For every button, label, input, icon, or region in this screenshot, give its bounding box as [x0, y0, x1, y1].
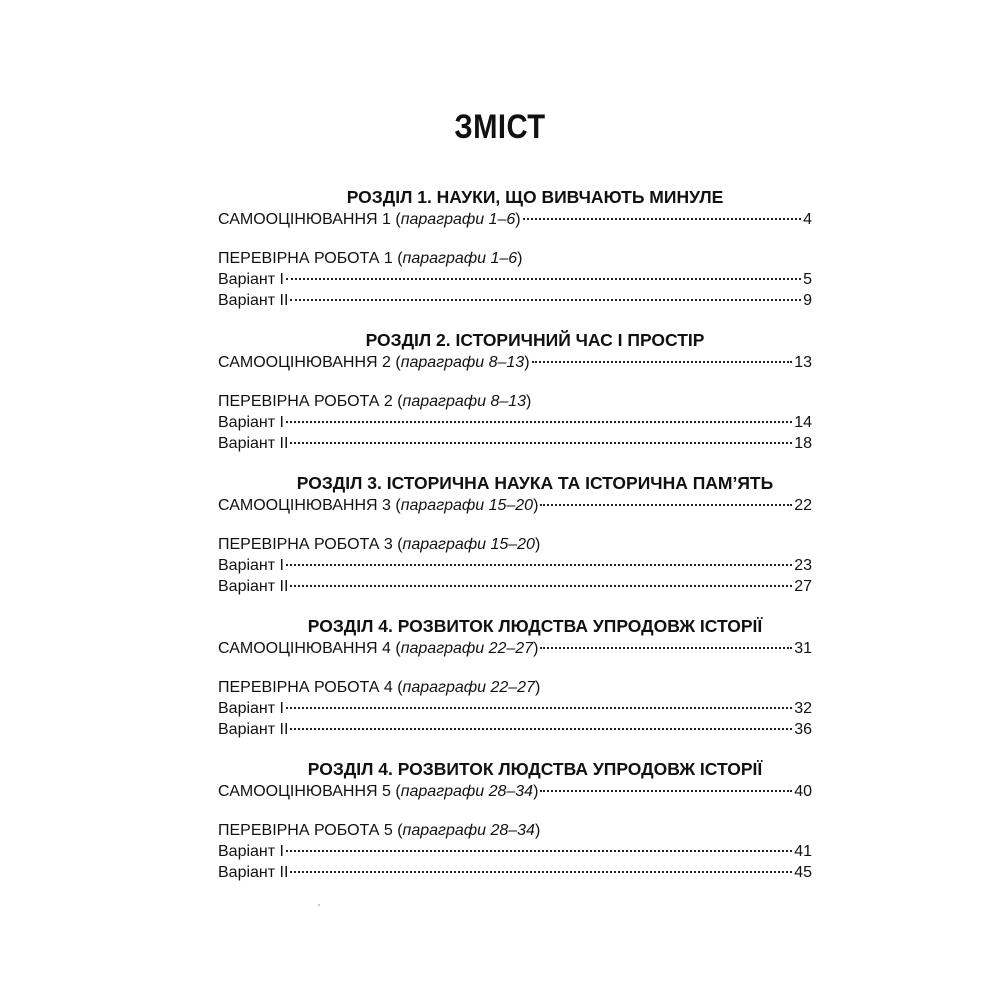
dot-leader: [286, 278, 801, 280]
dot-leader: [532, 361, 793, 363]
test-heading: ПЕРЕВІРНА РОБОТА 1 (параграфи 1–6): [218, 250, 523, 267]
toc-entry-self-assessment[interactable]: [218, 781, 812, 802]
toc-section: [218, 186, 812, 311]
dot-leader: [540, 790, 792, 792]
toc-entry-variant[interactable]: [218, 290, 812, 311]
toc-entry-variant[interactable]: [218, 698, 812, 719]
dot-leader: [286, 850, 792, 852]
page-number: 22: [794, 497, 812, 514]
entry-label: Варіант ІІ: [218, 721, 289, 738]
dot-leader: [290, 585, 792, 587]
toc-entry-variant[interactable]: [218, 555, 812, 576]
dot-leader: [290, 299, 801, 301]
page-number: 18: [794, 435, 812, 452]
entry-label: САМООЦІНЮВАННЯ 2 (параграфи 8–13): [218, 354, 530, 371]
page-number: 36: [794, 721, 812, 738]
toc-entry-self-assessment[interactable]: [218, 209, 812, 230]
entry-label: Варіант ІІ: [218, 864, 289, 881]
toc-section: [218, 329, 812, 454]
entry-label: САМООЦІНЮВАННЯ 3 (параграфи 15–20): [218, 497, 539, 514]
dot-leader: [540, 504, 792, 506]
toc-section: [218, 472, 812, 597]
test-heading: ПЕРЕВІРНА РОБОТА 2 (параграфи 8–13): [218, 393, 532, 410]
page-number: 14: [794, 414, 812, 431]
page-number: 23: [794, 557, 812, 574]
entry-label: САМООЦІНЮВАННЯ 1 (параграфи 1–6): [218, 211, 521, 228]
toc-entry-variant[interactable]: [218, 412, 812, 433]
test-heading: ПЕРЕВІРНА РОБОТА 5 (параграфи 28–34): [218, 822, 541, 839]
toc-entry-variant[interactable]: [218, 862, 812, 883]
page-number: 40: [794, 783, 812, 800]
dot-leader: [286, 564, 792, 566]
toc-entry-variant[interactable]: [218, 719, 812, 740]
page-number: 27: [794, 578, 812, 595]
page-number: 41: [794, 843, 812, 860]
toc-entry-variant[interactable]: [218, 269, 812, 290]
section-heading: РОЗДІЛ 4. РОЗВИТОК ЛЮДСТВА УПРОДОВЖ ІСТОРІЇ: [307, 616, 763, 636]
page-number: 13: [794, 354, 812, 371]
entry-label: Варіант І: [218, 700, 284, 717]
test-heading: ПЕРЕВІРНА РОБОТА 4 (параграфи 22–27): [218, 679, 541, 696]
dot-leader: [540, 647, 792, 649]
toc-entry-variant[interactable]: [218, 576, 812, 597]
page-number: 5: [803, 271, 812, 288]
page-number: 4: [803, 211, 812, 228]
entry-label: САМООЦІНЮВАННЯ 5 (параграфи 28–34): [218, 783, 539, 800]
entry-label: САМООЦІНЮВАННЯ 4 (параграфи 22–27): [218, 640, 539, 657]
section-heading: РОЗДІЛ 2. ІСТОРИЧНИЙ ЧАС І ПРОСТІР: [365, 330, 705, 350]
page-number: 31: [794, 640, 812, 657]
dot-leader: [523, 218, 801, 220]
toc-entry-self-assessment[interactable]: [218, 638, 812, 659]
entry-label: Варіант І: [218, 557, 284, 574]
toc-section: [218, 615, 812, 740]
entry-label: Варіант ІІ: [218, 292, 289, 309]
page-number: 45: [794, 864, 812, 881]
toc-entry-self-assessment[interactable]: [218, 495, 812, 516]
scan-speck: [318, 904, 320, 906]
toc-entry-variant[interactable]: [218, 841, 812, 862]
toc-entry-self-assessment[interactable]: [218, 352, 812, 373]
section-heading: РОЗДІЛ 1. НАУКИ, ЩО ВИВЧАЮТЬ МИНУЛЕ: [346, 187, 724, 207]
table-of-contents: [218, 186, 812, 901]
dot-leader: [290, 728, 792, 730]
section-heading: РОЗДІЛ 4. РОЗВИТОК ЛЮДСТВА УПРОДОВЖ ІСТОРІЇ: [307, 759, 763, 779]
section-heading: РОЗДІЛ 3. ІСТОРИЧНА НАУКА ТА ІСТОРИЧНА ПАМ’ЯТЬ: [296, 473, 774, 493]
page-title: ЗМІСТ: [454, 108, 546, 146]
entry-label: Варіант ІІ: [218, 578, 289, 595]
entry-label: Варіант І: [218, 271, 284, 288]
entry-label: Варіант ІІ: [218, 435, 289, 452]
page-number: 9: [803, 292, 812, 309]
dot-leader: [290, 871, 792, 873]
dot-leader: [286, 421, 792, 423]
dot-leader: [290, 442, 792, 444]
test-heading: ПЕРЕВІРНА РОБОТА 3 (параграфи 15–20): [218, 536, 541, 553]
toc-section: [218, 758, 812, 883]
entry-label: Варіант І: [218, 414, 284, 431]
page-number: 32: [794, 700, 812, 717]
dot-leader: [286, 707, 792, 709]
entry-label: Варіант І: [218, 843, 284, 860]
toc-entry-variant[interactable]: [218, 433, 812, 454]
